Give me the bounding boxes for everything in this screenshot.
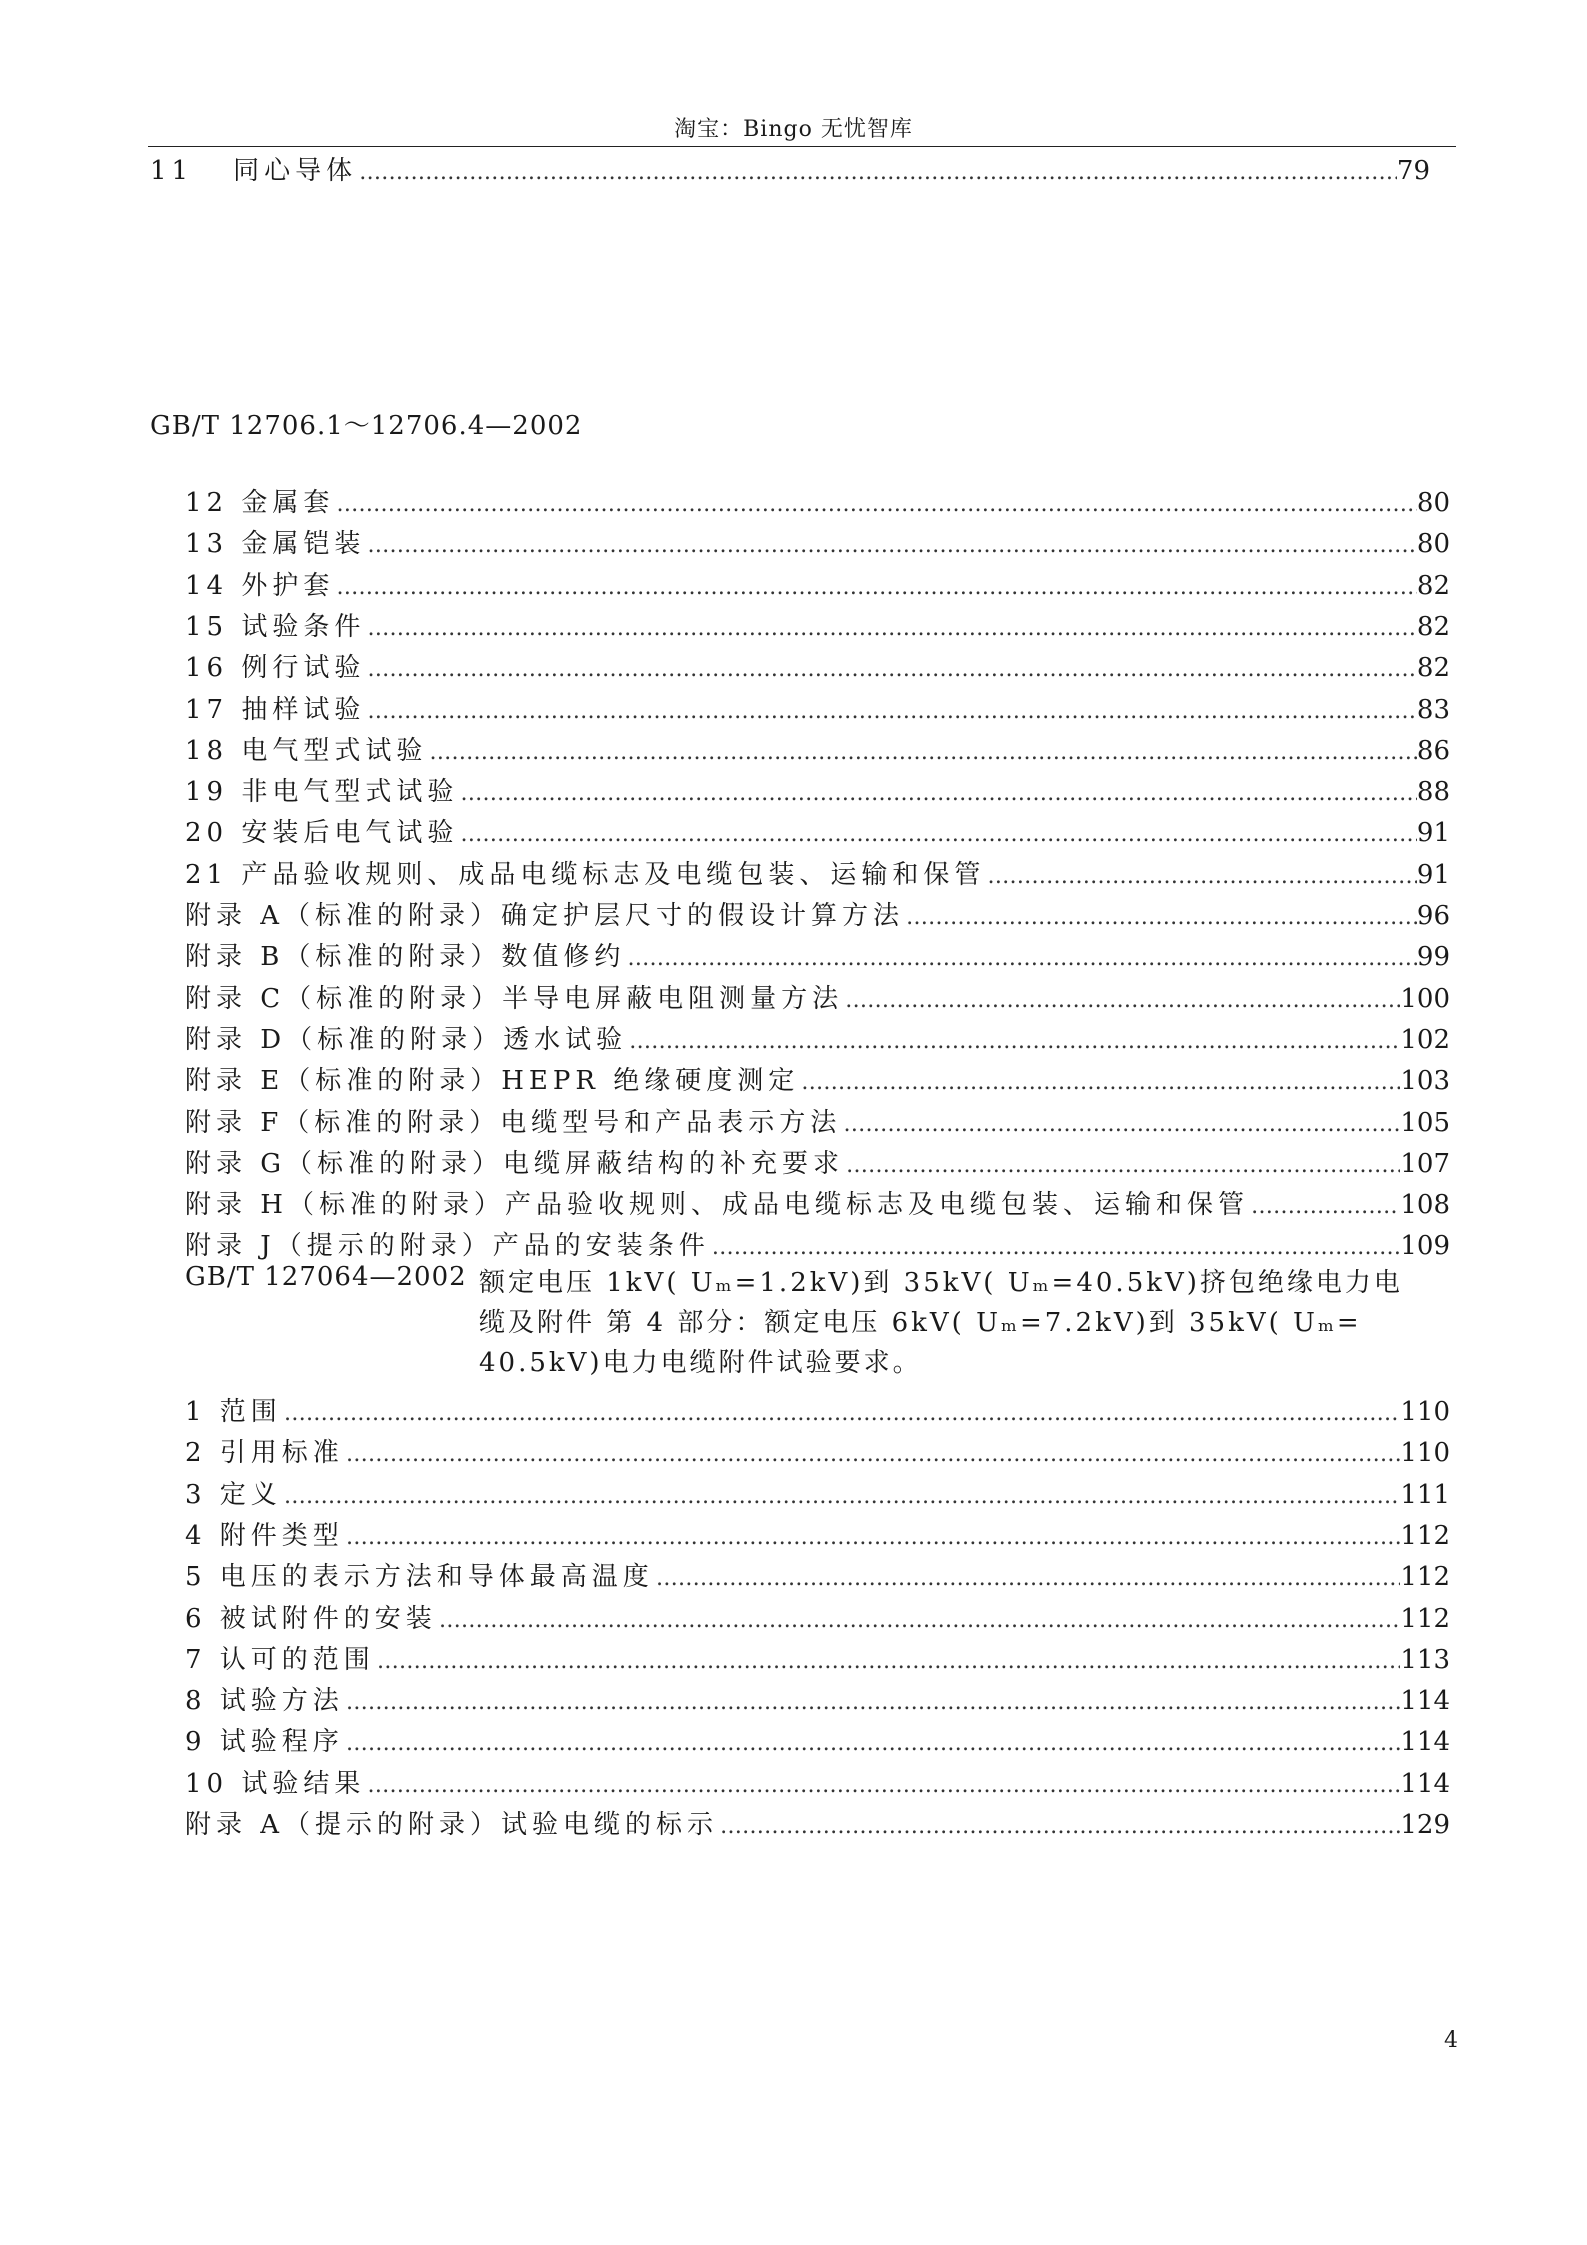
page-header: 淘宝：Bingo 无忧智库 bbox=[674, 117, 913, 142]
toc-entry-title: 15 试验条件 bbox=[185, 611, 366, 642]
toc-entry-title: 附录 H（标准的附录）产品验收规则、成品电缆标志及电缆包装、运输和保管 bbox=[185, 1190, 1249, 1221]
dot-leader bbox=[627, 1029, 1400, 1054]
toc-entry-title: 附录 G（标准的附录）电缆屏蔽结构的补充要求 bbox=[185, 1148, 845, 1179]
dot-leader bbox=[904, 905, 1417, 930]
toc-entry[interactable] bbox=[185, 1432, 1450, 1472]
dot-leader bbox=[844, 1153, 1400, 1178]
toc-entry-page: 82 bbox=[1416, 653, 1450, 684]
toc-entry-title: 19 非电气型式试验 bbox=[185, 777, 459, 808]
toc-entry-title: 6 被试附件的安装 bbox=[185, 1603, 437, 1634]
toc-entry-number: 11 bbox=[150, 156, 194, 186]
toc-entry-title: 附录 A（提示的附录）试验电缆的标示 bbox=[185, 1810, 719, 1840]
toc-entry[interactable] bbox=[185, 647, 1450, 687]
dot-leader bbox=[843, 988, 1400, 1013]
toc-entry-title: 9 试验程序 bbox=[185, 1727, 344, 1758]
toc-entry-title: 附录 D（标准的附录）透水试验 bbox=[185, 1024, 628, 1055]
toc-entry-page: 111 bbox=[1400, 1479, 1450, 1510]
toc-entry-title: 附录 J（提示的附录）产品的安装条件 bbox=[185, 1231, 710, 1262]
header-divider bbox=[148, 146, 1456, 147]
toc-entry-page: 113 bbox=[1400, 1644, 1450, 1675]
toc-entry-page: 108 bbox=[1400, 1190, 1450, 1221]
toc-entry-title: 附录 C（标准的附录）半导电屏蔽电阻测量方法 bbox=[185, 983, 844, 1014]
toc-entry-page: 112 bbox=[1400, 1520, 1450, 1551]
standard-code: GB/T 127064—2002 bbox=[185, 1262, 467, 1292]
toc-entry-page: 114 bbox=[1400, 1768, 1450, 1799]
toc-entry[interactable] bbox=[185, 1143, 1450, 1183]
toc-entry-page: 83 bbox=[1416, 694, 1450, 725]
toc-entry-title: 17 抽样试验 bbox=[185, 694, 366, 725]
dot-leader bbox=[344, 1525, 1401, 1550]
dot-leader bbox=[654, 1566, 1401, 1591]
dot-leader bbox=[365, 533, 1417, 558]
toc-entry-page: 91 bbox=[1416, 859, 1450, 890]
toc-entry[interactable] bbox=[185, 1102, 1450, 1142]
toc-entry[interactable] bbox=[185, 1184, 1450, 1224]
toc-entry[interactable] bbox=[185, 523, 1450, 563]
dot-leader bbox=[357, 160, 1397, 185]
dot-leader bbox=[799, 1070, 1400, 1095]
toc-entry[interactable] bbox=[185, 1391, 1450, 1431]
toc-entry[interactable] bbox=[185, 565, 1450, 605]
dot-leader bbox=[985, 864, 1417, 889]
toc-entry-title: 21 产品验收规则、成品电缆标志及电缆包装、运输和保管 bbox=[185, 859, 986, 890]
toc-entry[interactable] bbox=[185, 1721, 1450, 1761]
toc-entry[interactable] bbox=[185, 1515, 1450, 1555]
page-number: 4 bbox=[1444, 2028, 1458, 2053]
dot-leader bbox=[458, 781, 1417, 806]
dot-leader bbox=[1249, 1194, 1400, 1219]
toc-entry-page: 110 bbox=[1400, 1397, 1450, 1427]
toc-entry[interactable] bbox=[185, 1763, 1450, 1803]
toc-entry-page: 110 bbox=[1400, 1438, 1450, 1469]
dot-leader bbox=[437, 1608, 1401, 1633]
standard-title-line: 额定电压 1kV( Uₘ=1.2kV)到 35kV( Uₘ=40.5kV)挤包绝缘电力电 bbox=[479, 1268, 1403, 1298]
standard-series-id: GB/T 12706.1～12706.4—2002 bbox=[150, 411, 583, 441]
toc-entry[interactable] bbox=[185, 1680, 1450, 1720]
toc-entry-page: 88 bbox=[1416, 777, 1450, 808]
toc-entry[interactable] bbox=[185, 1019, 1450, 1059]
toc-entry-title: 2 引用标准 bbox=[185, 1438, 344, 1469]
toc-entry-title: 附录 F（标准的附录）电缆型号和产品表示方法 bbox=[185, 1107, 842, 1138]
toc-entry-title: 附录 A（标准的附录）确定护层尺寸的假设计算方法 bbox=[185, 901, 905, 931]
toc-entry[interactable] bbox=[185, 854, 1450, 894]
dot-leader bbox=[282, 1401, 1401, 1426]
toc-entry[interactable] bbox=[185, 1060, 1450, 1100]
toc-entry-page: 100 bbox=[1400, 983, 1450, 1014]
toc-entry-title: 20 安装后电气试验 bbox=[185, 818, 459, 849]
dot-leader bbox=[344, 1731, 1401, 1756]
dot-leader bbox=[334, 492, 1417, 517]
dot-leader bbox=[344, 1442, 1401, 1467]
toc-entry-page: 109 bbox=[1400, 1231, 1450, 1262]
dot-leader bbox=[365, 1773, 1400, 1798]
toc-entry[interactable] bbox=[185, 1598, 1450, 1638]
toc-entry-title: 附录 E（标准的附录）HEPR 绝缘硬度测定 bbox=[185, 1066, 800, 1097]
toc-entry[interactable] bbox=[185, 812, 1450, 852]
toc-entry-page: 99 bbox=[1416, 942, 1450, 973]
toc-entry-page: 91 bbox=[1416, 818, 1450, 849]
dot-leader bbox=[375, 1649, 1401, 1674]
toc-entry-page: 82 bbox=[1416, 611, 1450, 642]
toc-entry-page: 112 bbox=[1400, 1603, 1450, 1634]
toc-entry-title: 12 金属套 bbox=[185, 488, 335, 518]
dot-leader bbox=[841, 1112, 1400, 1137]
toc-entry[interactable] bbox=[185, 606, 1450, 646]
toc-entry[interactable] bbox=[185, 1639, 1450, 1679]
toc-entry-page: 86 bbox=[1416, 735, 1450, 766]
toc-entry-title: 同心导体 bbox=[233, 156, 358, 186]
toc-entry[interactable] bbox=[185, 771, 1450, 811]
toc-entry-title: 13 金属铠装 bbox=[185, 529, 366, 560]
standard-title-line: 缆及附件 第 4 部分：额定电压 6kV( Uₘ=7.2kV)到 35kV( Uₘ= bbox=[479, 1308, 1362, 1338]
toc-entry[interactable] bbox=[185, 1804, 1450, 1844]
toc-entry[interactable] bbox=[185, 1225, 1450, 1265]
toc-entry-title: 10 试验结果 bbox=[185, 1768, 366, 1799]
toc-entry[interactable] bbox=[185, 1474, 1450, 1514]
dot-leader bbox=[710, 1235, 1401, 1260]
toc-entry-title: 16 例行试验 bbox=[185, 653, 366, 684]
toc-entry-page: 107 bbox=[1400, 1148, 1450, 1179]
toc-entry-title: 18 电气型式试验 bbox=[185, 735, 428, 766]
toc-entry-page: 96 bbox=[1416, 901, 1450, 931]
dot-leader bbox=[365, 657, 1417, 682]
toc-entry[interactable] bbox=[185, 1556, 1450, 1596]
toc-entry-title: 3 定义 bbox=[185, 1479, 282, 1510]
toc-entry[interactable] bbox=[185, 978, 1450, 1018]
toc-entry-page: 114 bbox=[1400, 1727, 1450, 1758]
toc-entry-page: 82 bbox=[1416, 570, 1450, 601]
toc-entry-title: 7 认可的范围 bbox=[185, 1644, 375, 1675]
toc-entry[interactable] bbox=[150, 150, 1430, 190]
dot-leader bbox=[365, 699, 1417, 724]
toc-entry[interactable] bbox=[185, 482, 1450, 522]
toc-entry-title: 5 电压的表示方法和导体最高温度 bbox=[185, 1562, 654, 1593]
dot-leader bbox=[427, 740, 1417, 765]
dot-leader bbox=[365, 616, 1417, 641]
toc-entry-page: 129 bbox=[1400, 1810, 1450, 1840]
dot-leader bbox=[282, 1484, 1401, 1509]
standard-title-line: 40.5kV)电力电缆附件试验要求。 bbox=[479, 1348, 922, 1378]
toc-entry[interactable] bbox=[185, 730, 1450, 770]
toc-entry-page: 80 bbox=[1416, 529, 1450, 560]
toc-entry-page: 105 bbox=[1400, 1107, 1450, 1138]
toc-entry-title: 14 外护套 bbox=[185, 570, 335, 601]
toc-entry-page: 112 bbox=[1400, 1562, 1450, 1593]
dot-leader bbox=[334, 575, 1417, 600]
toc-entry[interactable] bbox=[185, 936, 1450, 976]
toc-entry-page: 79 bbox=[1396, 156, 1430, 186]
toc-entry-title: 4 附件类型 bbox=[185, 1520, 344, 1551]
toc-entry[interactable] bbox=[185, 689, 1450, 729]
dot-leader bbox=[718, 1814, 1400, 1839]
dot-leader bbox=[344, 1690, 1401, 1715]
toc-entry-title: 1 范围 bbox=[185, 1397, 282, 1427]
dot-leader bbox=[458, 822, 1417, 847]
toc-entry-page: 80 bbox=[1416, 488, 1450, 518]
toc-entry-page: 103 bbox=[1400, 1066, 1450, 1097]
toc-entry-page: 114 bbox=[1400, 1686, 1450, 1717]
toc-entry-title: 8 试验方法 bbox=[185, 1686, 344, 1717]
toc-entry[interactable] bbox=[185, 895, 1450, 935]
toc-entry-title: 附录 B（标准的附录）数值修约 bbox=[185, 942, 626, 973]
toc-entry-page: 102 bbox=[1400, 1024, 1450, 1055]
dot-leader bbox=[625, 946, 1417, 971]
